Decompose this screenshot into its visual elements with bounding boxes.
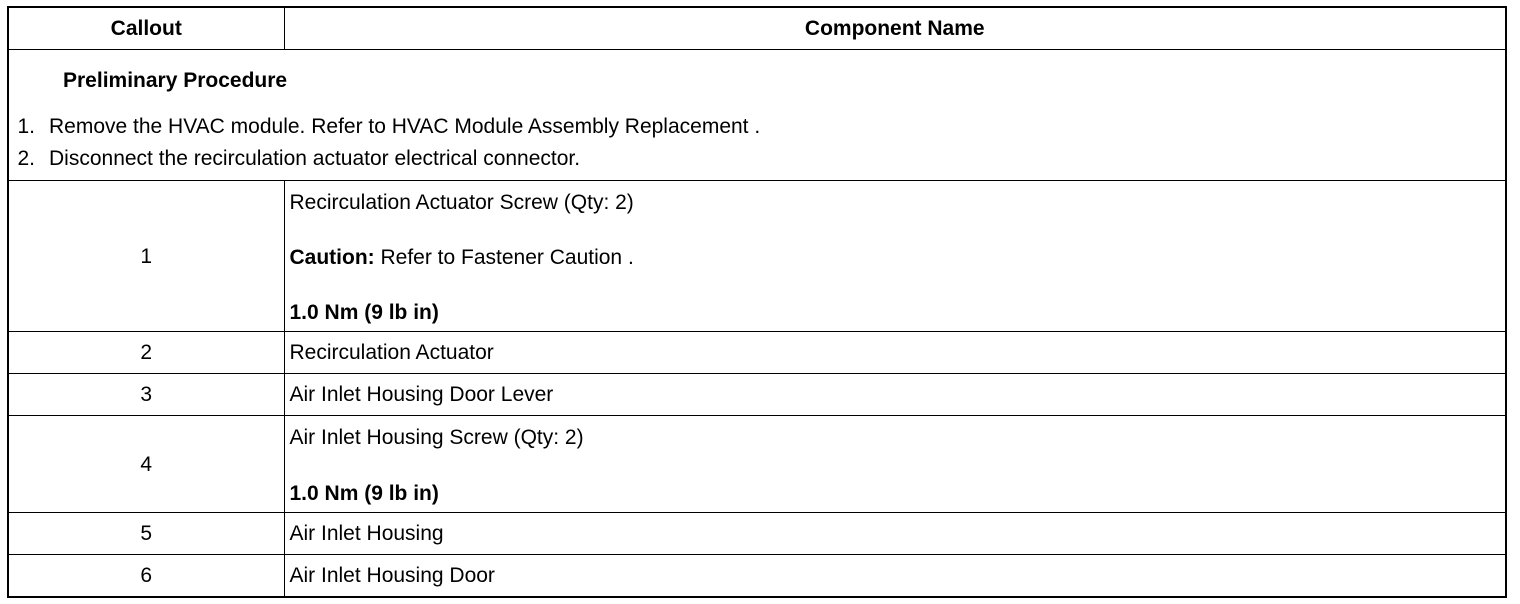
callout-cell: 2: [8, 332, 284, 374]
component-name: Recirculation Actuator Screw (Qty: 2): [289, 190, 634, 214]
preliminary-cell: [8, 50, 1506, 181]
preliminary-row: [8, 50, 1506, 181]
component-name-cell: [284, 416, 1506, 513]
table-header-row: [8, 7, 1506, 50]
step-text: Remove the HVAC module. Refer to HVAC Module Assembly Replacement .: [49, 114, 761, 138]
torque-spec: 1.0 Nm (9 lb in): [289, 300, 439, 324]
caution-note: [290, 244, 1506, 270]
component-table: [7, 6, 1507, 598]
table-row: [8, 555, 1506, 598]
step-text: Disconnect the recirculation actuator electrical connector.: [49, 146, 581, 170]
callout-cell: 5: [8, 513, 284, 555]
table-row: [8, 416, 1506, 513]
preliminary-step: [9, 110, 1505, 142]
table-row: [8, 332, 1506, 374]
step-number: 2.: [17, 146, 35, 170]
callout-cell: 6: [8, 555, 284, 598]
component-name-cell: Air Inlet Housing Door: [284, 555, 1506, 598]
step-number: 1.: [17, 114, 35, 138]
component-name-cell: Air Inlet Housing: [284, 513, 1506, 555]
callout-cell: 3: [8, 374, 284, 416]
component-name-header: Component Name: [284, 7, 1506, 50]
component-name-cell: Air Inlet Housing Door Lever: [284, 374, 1506, 416]
table-row: [8, 374, 1506, 416]
component-name-cell: Recirculation Actuator: [284, 332, 1506, 374]
preliminary-steps: [9, 110, 1505, 174]
component-name-cell: [284, 181, 1506, 332]
preliminary-title: Preliminary Procedure: [63, 69, 288, 92]
caution-label: Caution:: [289, 245, 375, 269]
component-name: Air Inlet Housing Screw (Qty: 2): [289, 425, 584, 449]
torque-spec: 1.0 Nm (9 lb in): [289, 481, 439, 505]
callout-header: Callout: [8, 7, 284, 50]
table-row: [8, 181, 1506, 332]
table-row: [8, 513, 1506, 555]
preliminary-step: [9, 142, 1505, 174]
caution-text: Refer to Fastener Caution .: [374, 245, 634, 269]
callout-cell: 4: [8, 416, 284, 513]
callout-cell: 1: [8, 181, 284, 332]
